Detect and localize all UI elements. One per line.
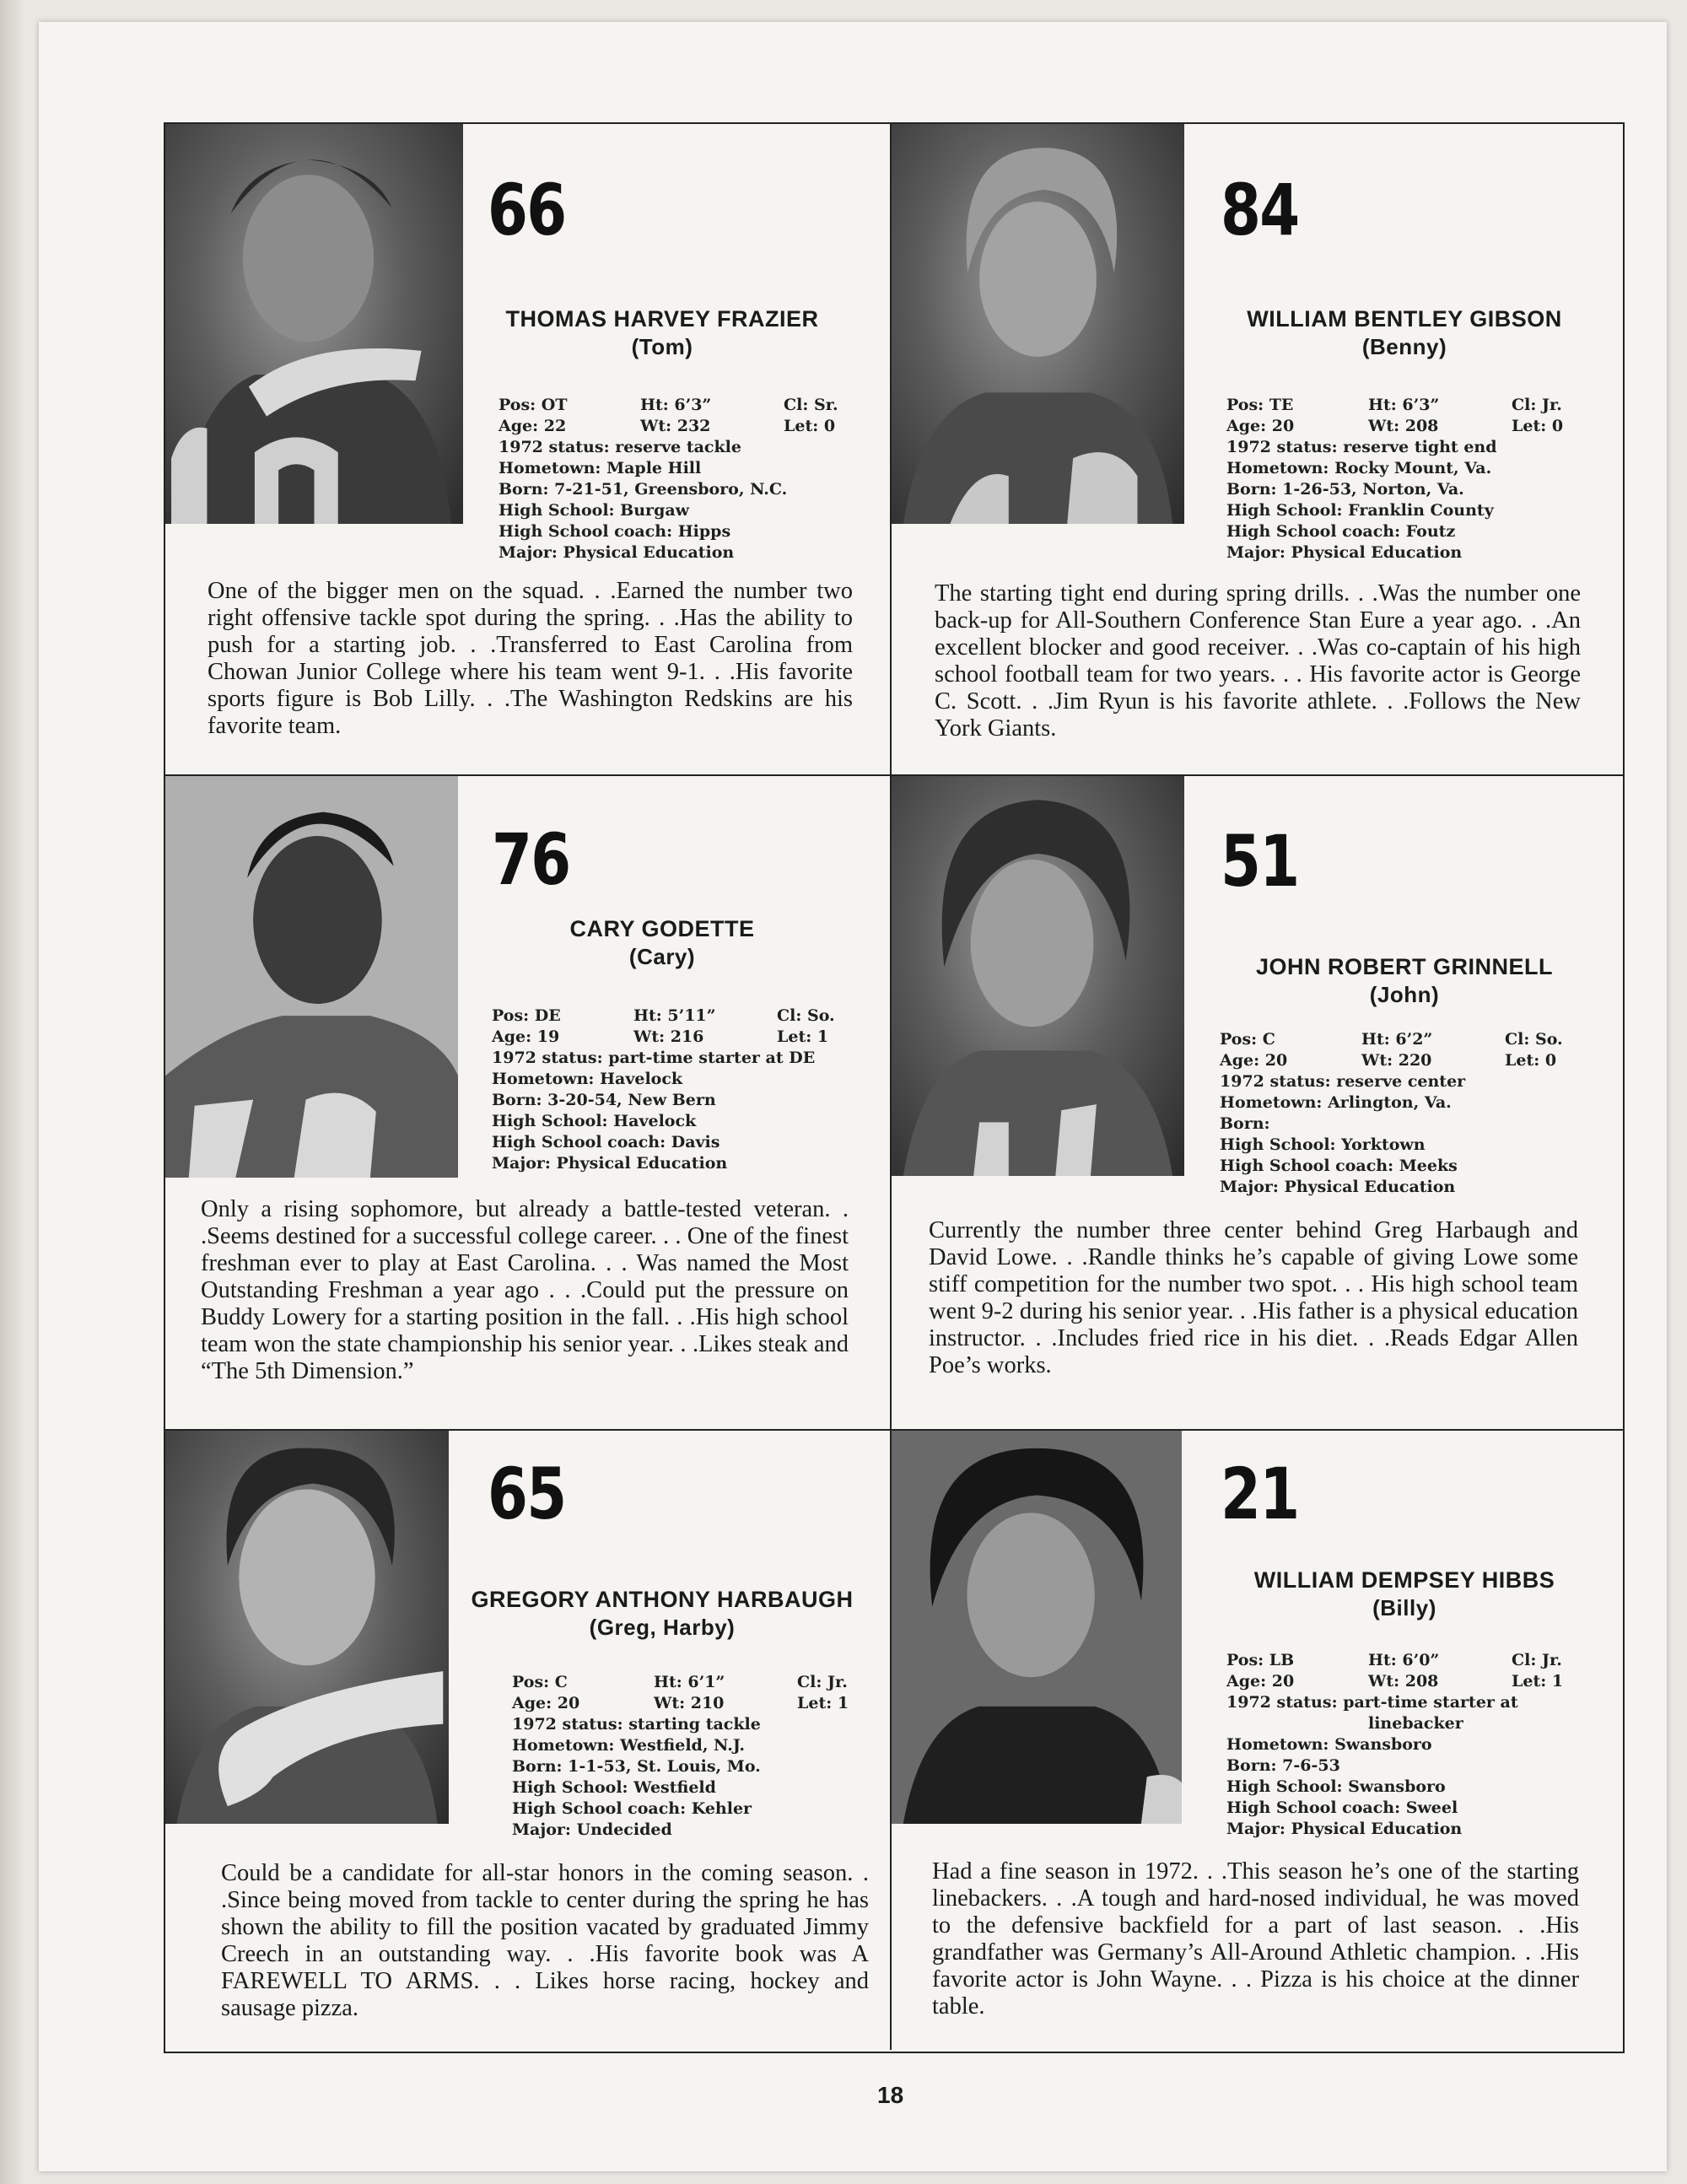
jersey-number: 21: [1221, 1453, 1299, 1535]
player-nickname: (Benny): [1361, 334, 1447, 359]
player-bio: Currently the number three center behind Greg Harbaugh and David Lowe. . .Randle thinks he’s capable of giving Lowe some stiff competition for the number two spot. . . His high school team went 9-2 during his senior year. . .His father is a physical education instructor. . .Includes fried rice in his diet. . .Reads Edgar Allen Poe’s works.: [929, 1217, 1578, 1378]
player-bio: One of the bigger men on the squad. . .Earned the number two right offensive tackle spot during the spring. . .Has the ability to push for a starting job. . .Transferred to East Carolina from Chowan Junior College where his team went 9-1. . .His favorite sports figure is Bob Lilly. . .The Washington Redskins are his favorite team.: [208, 578, 853, 739]
player-photo: [165, 1431, 449, 1824]
player-nickname: (Cary): [628, 944, 696, 969]
jersey-number: 51: [1221, 820, 1299, 903]
player-photo: [892, 1431, 1182, 1824]
player-stats: Pos: C Ht: 6’2” Cl: So. Age: 20 Wt: 220 Let: 0 1972 status: reserve center Hometown: Arlington, Va. Born: High School: Yorktown High School coach: Meeks Major: Physical Education: [1220, 1030, 1563, 1196]
player-name: THOMAS HARVEY FRAZIER (Tom): [472, 305, 852, 361]
player-nickname: (Billy): [1372, 1595, 1436, 1620]
player-stats: Pos: TE Ht: 6’3” Cl: Jr. Age: 20 Wt: 208 Let: 0 1972 status: reserve tight end Hometown: Rocky Mount, Va. Born: 1-26-53, Norton, Va. High School: Franklin County High School coach: Foutz Major: Physical Education: [1226, 396, 1564, 562]
jersey-number: 66: [488, 169, 566, 251]
player-photo: [892, 776, 1184, 1176]
player-name: JOHN ROBERT GRINNELL (John): [1198, 953, 1611, 1009]
page-number: 18: [877, 2082, 904, 2108]
jersey-number: 76: [492, 818, 570, 901]
player-name: CARY GODETTE (Cary): [472, 915, 852, 971]
player-name: GREGORY ANTHONY HARBAUGH (Greg, Harby): [455, 1586, 869, 1642]
player-bio: Had a fine season in 1972. . .This season he’s one of the starting linebackers. . .A tough and hard-nosed individual, he was moved to the defensive backfield for a part of last season. . .His grandfather was Germany’s All-Around Athletic champion. . .His favorite actor is John Wayne. . . Pizza is his choice at the dinner table.: [932, 1858, 1579, 2020]
player-stats: Pos: C Ht: 6’1” Cl: Jr. Age: 20 Wt: 210 Let: 1 1972 status: starting tackle Hometown: Westfield, N.J. Born: 1-1-53, St. Louis, Mo. High School: Westfield High School coach: Kehler Major: Undecided: [512, 1673, 849, 1839]
player-nickname: (John): [1369, 982, 1440, 1007]
player-photo: [165, 124, 463, 524]
jersey-number: 65: [488, 1453, 566, 1535]
player-bio: Could be a candidate for all-star honors in the coming season. . .Since being moved from tackle to center during the spring he has shown the ability to fill the position vacated by graduated Jimmy Creech in an outstanding way. . .His favorite book was A FAREWELL TO ARMS. . . Likes horse racing, hockey and sausage pizza.: [221, 1860, 869, 2021]
binding-spine: [0, 0, 25, 2184]
player-photo: [892, 124, 1184, 524]
player-stats: Pos: LB Ht: 6’0” Cl: Jr. Age: 20 Wt: 208 Let: 1 1972 status: part-time starter at linebacker Hometown: Swansboro Born: 7-6-53 High School: Swansboro High School coach: Sweel Major: Physical Education: [1226, 1651, 1564, 1838]
player-name: WILLIAM DEMPSEY HIBBS (Billy): [1198, 1567, 1611, 1622]
player-bio: The starting tight end during spring drills. . .Was the number one back-up for All-Southern Conference Stan Eure a year ago. . .An excellent blocker and good receiver. . .Was co-captain of his high school football team for two years. . . His favorite actor is George C. Scott. . .Jim Ryun is his favorite athlete. . .Follows the New York Giants.: [935, 580, 1581, 741]
player-stats: Pos: DE Ht: 5’11” Cl: So. Age: 19 Wt: 216 Let: 1 1972 status: part-time starter at DE Hometown: Havelock Born: 3-20-54, New Bern High School: Havelock High School coach: Davis Major: Physical Education: [492, 1006, 835, 1173]
player-nickname: (Greg, Harby): [589, 1615, 736, 1640]
jersey-number: 84: [1221, 169, 1299, 251]
player-name: WILLIAM BENTLEY GIBSON (Benny): [1198, 305, 1611, 361]
player-bio: Only a rising sophomore, but already a battle-tested veteran. . .Seems destined for a successful college career. . . One of the finest freshman ever to play at East Carolina. . . Was named the Most Outstanding Freshman a year ago . . .Could put the pressure on Buddy Lowery for a starting position in the fall. . .His high school team won the state championship his senior year. . .Likes steak and “The 5th Dimension.”: [201, 1196, 849, 1384]
player-nickname: (Tom): [631, 334, 693, 359]
player-photo: [165, 776, 458, 1178]
player-stats: Pos: OT Ht: 6’3” Cl: Sr. Age: 22 Wt: 232 Let: 0 1972 status: reserve tackle Hometown: Maple Hill Born: 7-21-51, Greensboro, N.C. High School: Burgaw High School coach: Hipps Major: Physical Education: [499, 396, 838, 562]
